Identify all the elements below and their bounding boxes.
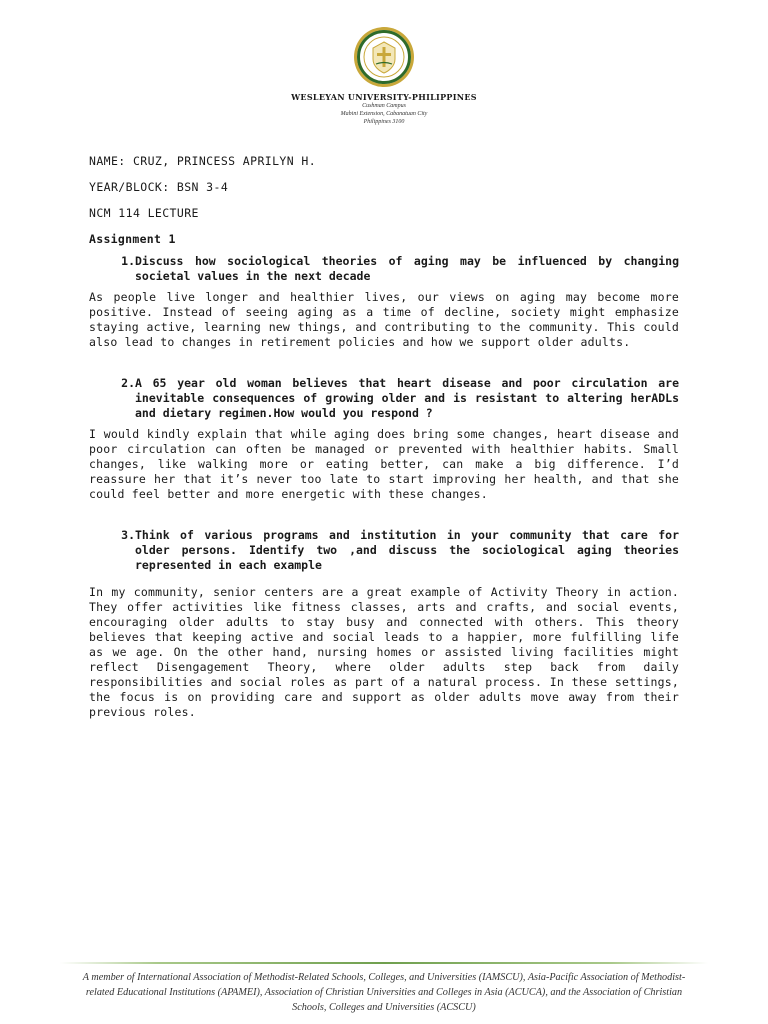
address-line-1: Mabini Extension, Cabanatuan City <box>340 111 428 117</box>
year-block: YEAR/BLOCK: BSN 3-4 <box>89 180 229 194</box>
university-name: WESLEYAN UNIVERSITY-PHILIPPINES <box>291 92 477 102</box>
course-code: NCM 114 LECTURE <box>89 206 199 220</box>
question-number: 3. <box>121 528 135 542</box>
student-name: NAME: CRUZ, PRINCESS APRILYN H. <box>89 154 317 168</box>
question-text: A 65 year old woman believes that heart disease and poor circulation are inevitable consequences of growing older and is resistant to altering herADLs and dietary regimen.How would you respond ? <box>135 376 679 420</box>
address-line-2: Philippines 3100 <box>363 119 405 125</box>
footer-membership-text: A member of International Association of Methodist-Related Schools, Colleges, and Universities (IAMSCU), Asia-Pacific Association of Methodist-related Educational Institutions (APAMEI), Association of Christian Universities and Colleges in Asia (ACUCA), and the Association of Christian Schools, Colleges and Universities (ACSCU) <box>82 972 686 1013</box>
question-number: 2. <box>121 376 135 390</box>
letterhead <box>0 26 768 126</box>
question-1 <box>89 254 679 284</box>
question-section-3 <box>89 528 679 720</box>
campus-name: Cushman Campus <box>362 103 406 109</box>
assignment-title: Assignment 1 <box>89 232 176 246</box>
answer-2: I would kindly explain that while aging does bring some changes, heart disease and poor circulation can often be managed or prevented with healthier habits. Small changes, like walking more or eating better, can make a big difference. I’d reassure her that it’s never too late to start improving her health, and that she could feel better and more energetic with these changes. <box>89 427 679 501</box>
question-section-1 <box>89 254 679 350</box>
question-section-2 <box>89 376 679 502</box>
question-text: Discuss how sociological theories of aging may be influenced by changing societal values in the next decade <box>135 254 679 283</box>
answer-1: As people live longer and healthier lives, our views on aging may become more positive. Instead of seeing aging as a time of decline, society might emphasize staying active, learning new things, and contributing to the community. This could also lead to changes in retirement policies and how we support older adults. <box>89 290 679 349</box>
answer-3: In my community, senior centers are a great example of Activity Theory in action. They offer activities like fitness classes, arts and crafts, and social events, encouraging older adults to stay busy and connected with others. This theory believes that keeping active and social leads to a happier, more fulfilling life as we age. On the other hand, nursing homes or assisted living facilities might reflect Disengagement Theory, where older adults step back from daily responsibilities and social roles as part of a natural process. In these settings, the focus is on providing care and support as older adults move away from their previous roles. <box>89 585 679 719</box>
footer-divider <box>60 962 708 964</box>
university-seal-icon <box>353 26 415 88</box>
document-body <box>89 154 679 720</box>
question-3 <box>89 528 679 573</box>
question-2 <box>89 376 679 421</box>
question-text: Think of various programs and institution in your community that care for older persons. Identify two ,and discuss the sociological aging theories represented in each example <box>135 528 679 572</box>
question-number: 1. <box>121 254 135 268</box>
